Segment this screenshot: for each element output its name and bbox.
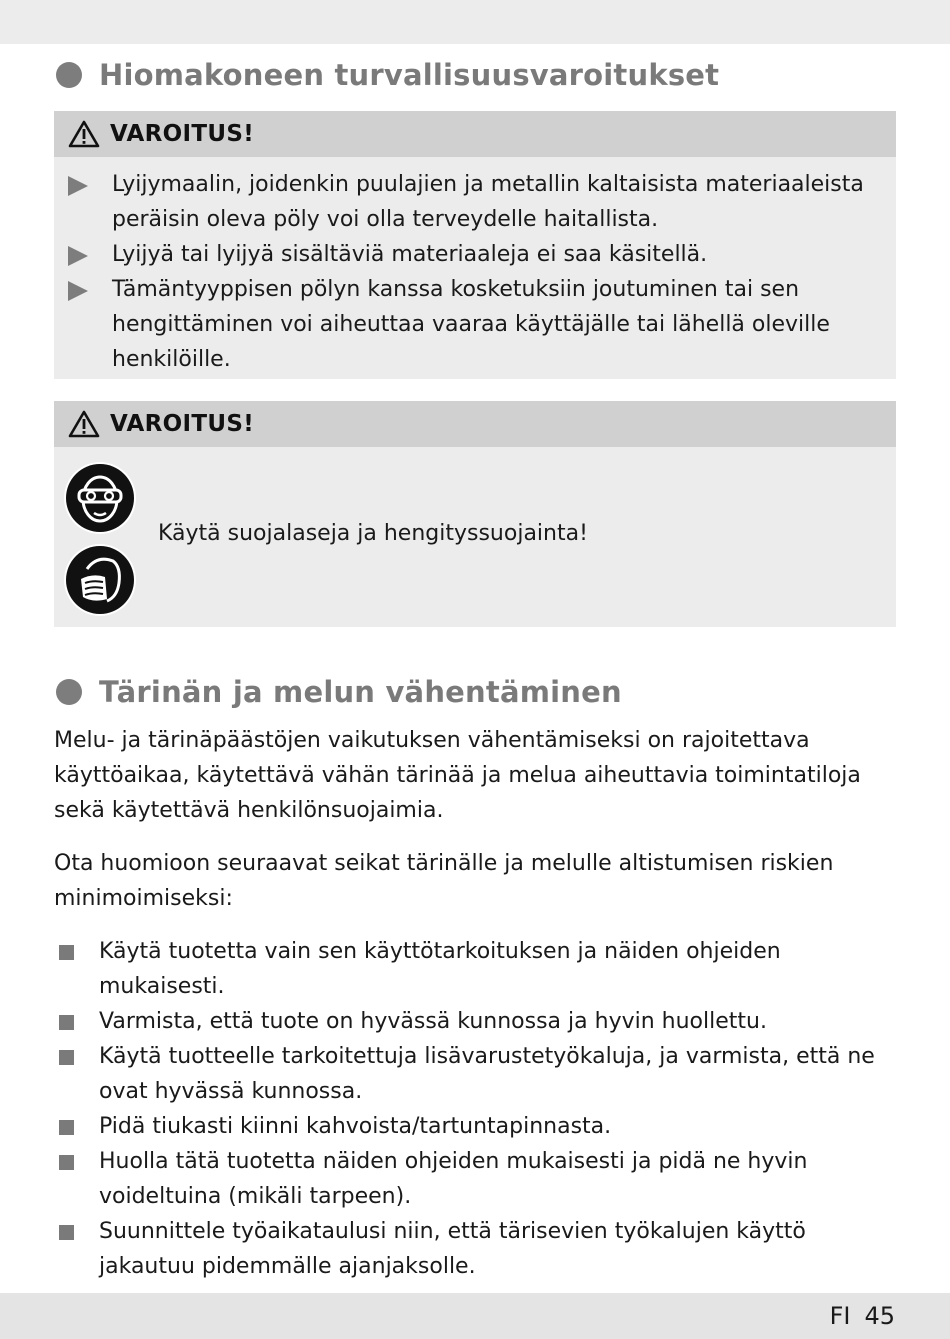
warning-box-ppe: [54, 401, 896, 627]
warning-label: VAROITUS!: [110, 411, 254, 437]
warning-label: VAROITUS!: [110, 121, 254, 147]
section-title: Hiomakoneen turvallisuusvaroitukset: [99, 58, 720, 92]
list-item: Tämäntyyppisen pölyn kanssa kosketuksiin joutuminen tai sen hengittäminen voi aiheuttaa vaaraa käyttäjälle tai lähellä oleville henkilöille.: [54, 272, 896, 377]
triangle-bullet-icon: [68, 176, 88, 196]
square-bullet-icon: [59, 1225, 74, 1240]
top-bar: [0, 0, 950, 44]
safety-goggles-icon: [63, 461, 137, 535]
triangle-bullet-icon: [68, 281, 88, 301]
measures-list: [54, 934, 904, 1284]
section-heading-safety: [56, 58, 719, 92]
ppe-instruction: Käytä suojalaseja ja hengityssuojainta!: [158, 521, 588, 546]
triangle-bullet-icon: [68, 246, 88, 266]
page-footer: [830, 1302, 895, 1330]
list-item: Lyijymaalin, joidenkin puulajien ja metallin kaltaisista materiaaleista peräisin oleva pöly voi olla terveydelle haitallista.: [54, 167, 896, 237]
list-item: Suunnittele työaikataulusi niin, että tärisevien työkalujen käyttö jakautuu pidemmälle ajanjaksolle.: [54, 1214, 904, 1284]
warning-triangle-icon: [68, 120, 100, 148]
bullet-dot-icon: [56, 62, 82, 88]
warning-list: [54, 157, 896, 377]
paragraph-risks: Ota huomioon seuraavat seikat tärinälle ja melulle altistumisen riskien minimoimiseksi:: [54, 851, 834, 911]
square-bullet-icon: [59, 1015, 74, 1030]
warning-box-dust: [54, 111, 896, 379]
language-code: FI: [829, 1302, 851, 1330]
list-item: Varmista, että tuote on hyvässä kunnossa ja hyvin huollettu.: [54, 1004, 904, 1039]
list-item: Huolla tätä tuotetta näiden ohjeiden mukaisesti ja pidä ne hyvin voideltuina (mikäli tarpeen).: [54, 1144, 904, 1214]
respirator-mask-icon: [63, 543, 137, 617]
square-bullet-icon: [59, 1120, 74, 1135]
list-item: Käytä tuotetta vain sen käyttötarkoituksen ja näiden ohjeiden mukaisesti.: [54, 934, 904, 1004]
page-number: 45: [864, 1302, 895, 1330]
square-bullet-icon: [59, 945, 74, 960]
warning-triangle-icon: [68, 410, 100, 438]
paragraph-intro: Melu- ja tärinäpäästöjen vaikutuksen vähentämiseksi on rajoitettava käyttöaikaa, käytettävä vähän tärinää ja melua aiheuttavia toimintatiloja sekä käytettävä henkilönsuojaimia.: [54, 728, 861, 823]
footer-bar: [0, 1293, 950, 1339]
list-item: Käytä tuotteelle tarkoitettuja lisävarustetyökaluja, ja varmista, että ne ovat hyvässä kunnossa.: [54, 1039, 904, 1109]
warning-header: [54, 111, 896, 157]
warning-header: [54, 401, 896, 447]
section-heading-vibration: [56, 675, 622, 709]
ppe-row: [54, 447, 896, 627]
list-item: Lyijyä tai lyijyä sisältäviä materiaaleja ei saa käsitellä.: [54, 237, 896, 272]
list-item: Pidä tiukasti kiinni kahvoista/tartuntapinnasta.: [54, 1109, 904, 1144]
section-title: Tärinän ja melun vähentäminen: [99, 675, 622, 709]
bullet-dot-icon: [56, 679, 82, 705]
square-bullet-icon: [59, 1050, 74, 1065]
square-bullet-icon: [59, 1155, 74, 1170]
